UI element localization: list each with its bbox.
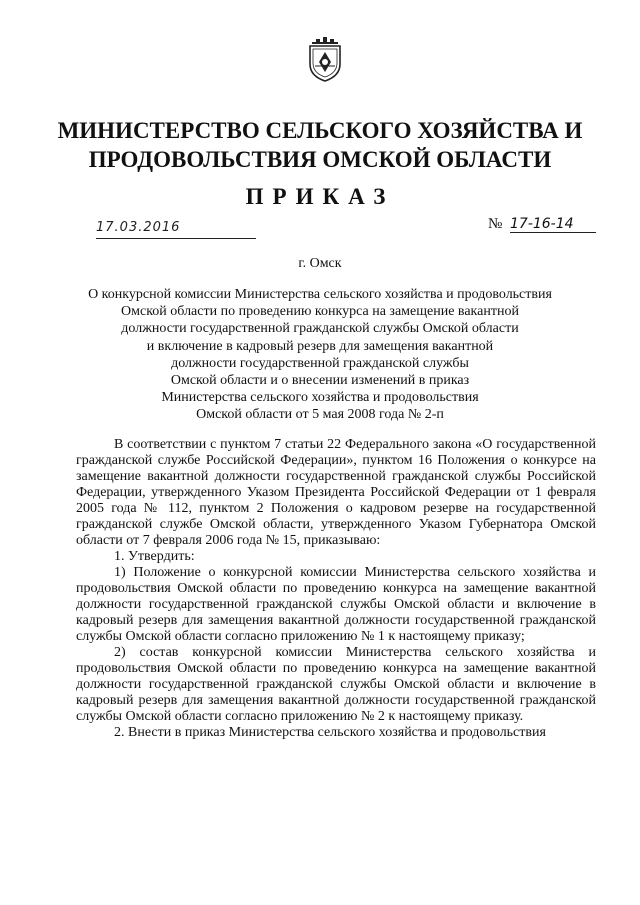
subject-line: Министерства сельского хозяйства и продовольствия <box>161 390 479 406</box>
order-number-handwritten: 17-16-14 <box>510 216 596 233</box>
subject-line: и включение в кадровый резерв для замещения вакантной <box>146 338 494 354</box>
omsk-coat-of-arms-icon <box>304 36 346 82</box>
order-date-handwritten: 17.03.2016 <box>96 220 256 239</box>
order-number <box>488 216 600 236</box>
subject-line: должности государственной гражданской службы <box>171 355 469 371</box>
document-type-title: ПРИКАЗ <box>245 184 395 209</box>
subject-line: Омской области по проведению конкурса на замещение вакантной <box>121 304 519 320</box>
ministry-name-line-1: МИНИСТЕРСТВО СЕЛЬСКОГО ХОЗЯЙСТВА И <box>57 118 583 143</box>
clause-1: 1. Утвердить: <box>114 549 195 564</box>
subject-line: должности государственной гражданской службы Омской области <box>121 321 519 337</box>
ministry-name-line-2: ПРОДОВОЛЬСТВИЯ ОМСКОЙ ОБЛАСТИ <box>88 147 552 172</box>
subject-line: О конкурсной комиссии Министерства сельского хозяйства и продовольствия <box>88 287 552 302</box>
clause-1-2: 2) состав конкурсной комиссии Министерства сельского хозяйства и продовольствия Омской области по проведению конкурса на замещение вакантной должности государственной гражданской службы Омской области и включение в кадровый резерв для замещения вакантной должности государственной гражданской службы Омской области согласно приложению № 2 к настоящему приказу. <box>76 645 596 724</box>
subject-line: Омской области от 5 мая 2008 года № 2-п <box>196 407 444 423</box>
clause-1-1: 1) Положение о конкурсной комиссии Министерства сельского хозяйства и продовольствия Омской области по проведению конкурса на замещение вакантной должности государственной гражданской службы Омской области и включение в кадровый резерв для замещения вакантной должности государственной гражданской службы Омской области согласно приложению № 1 к настоящему приказу; <box>76 565 596 644</box>
preamble-paragraph: В соответствии с пунктом 7 статьи 22 Федерального закона «О государственной гражданской службе Российской Федерации», пунктом 16 Положения о конкурсе на замещение вакантной должности государственной гражданской службы Российской Федерации, утвержденного Указом Президента Российской Федерации от 1 февраля 2005 года № 112, пунктом 2 Положения о кадровом резерве на государственной гражданской службе Омской области, утвержденного Указом Губернатора Омской области от 7 февраля 2006 года № 15, приказываю: <box>76 437 596 548</box>
order-body <box>76 437 596 741</box>
city-label: г. Омск <box>298 256 342 271</box>
number-sign: № <box>488 216 503 232</box>
clause-2: 2. Внести в приказ Министерства сельского хозяйства и продовольствия <box>114 725 546 740</box>
order-subject <box>60 286 580 424</box>
subject-line: Омской области и о внесении изменений в приказ <box>170 373 470 389</box>
ministry-name <box>40 116 600 174</box>
